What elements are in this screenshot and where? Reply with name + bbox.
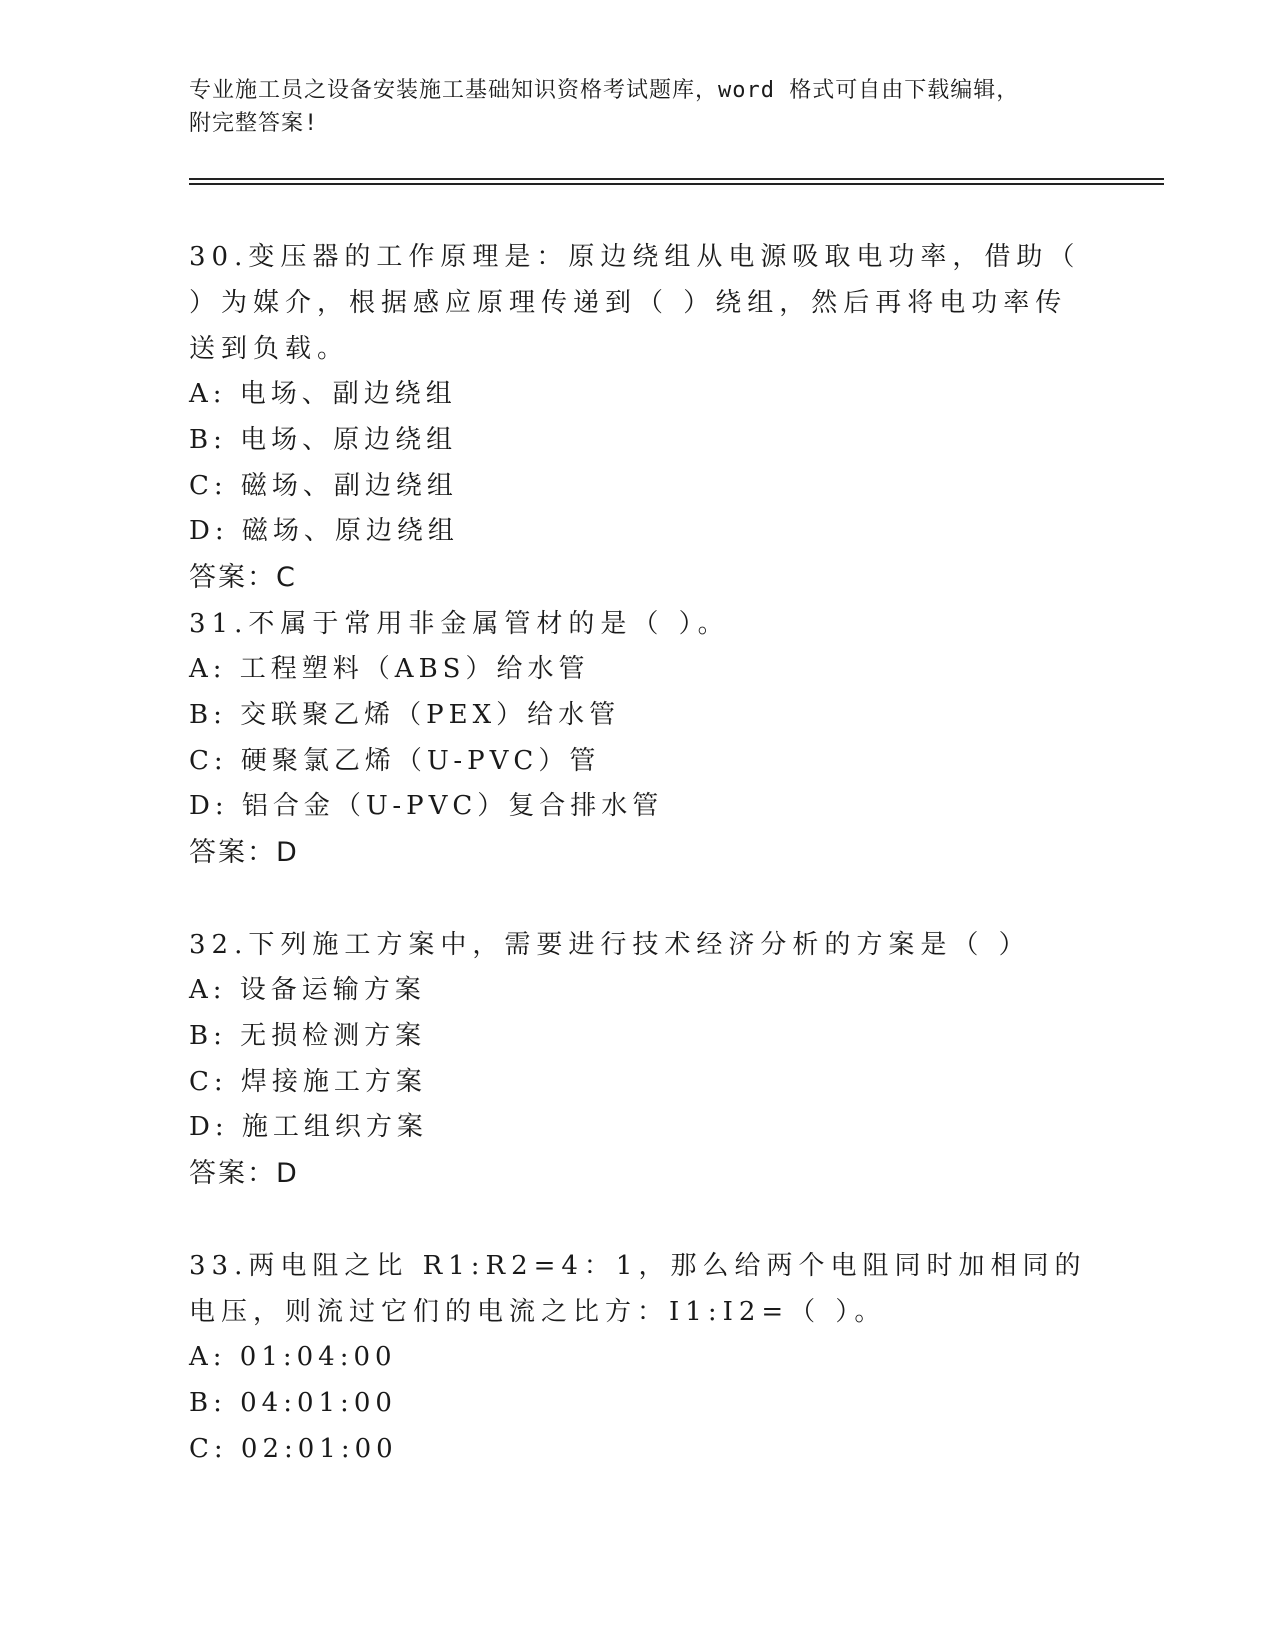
question-32 (189, 922, 1089, 1197)
option-d: D: 磁场、原边绕组 (189, 516, 459, 547)
answer-label: 答案：D (189, 837, 299, 869)
header-line-2: 附完整答案! (189, 111, 319, 136)
header-divider-top (189, 178, 1164, 180)
question-33 (189, 1243, 1089, 1472)
question-text: 32.下列施工方案中，需要进行技术经济分析的方案是（ ） (189, 930, 1031, 960)
option-a: A: 电场、副边绕组 (189, 379, 457, 409)
option-a: A: 工程塑料（ABS）给水管 (189, 654, 590, 684)
option-d: D: 铝合金（U-PVC）复合排水管 (189, 791, 664, 822)
option-c: C: 磁场、副边绕组 (189, 470, 458, 501)
document-header (189, 74, 1069, 140)
question-text: 30.变压器的工作原理是：原边绕组从电源吸取电功率，借助（ ）为媒介，根据感应原理传递到（ ）绕组，然后再将电功率传送到负载。 (189, 242, 1095, 364)
option-b: B: 无损检测方案 (189, 1020, 427, 1051)
option-c: C: 02:01:00 (189, 1433, 398, 1464)
header-line-1: 专业施工员之设备安装施工基础知识资格考试题库，word 格式可自由下载编辑， (189, 78, 1020, 103)
answer-label: 答案：D (189, 1158, 299, 1190)
question-text: 31.不属于常用非金属管材的是（ ）。 (189, 609, 730, 639)
question-text: 33.两电阻之比 R1:R2=4：1，那么给两个电阻同时加相同的电压，则流过它们的电流之比方：I1:I2=（ ）。 (189, 1251, 1087, 1327)
option-b: B: 04:01:00 (189, 1387, 397, 1418)
option-d: D: 施工组织方案 (189, 1112, 428, 1143)
option-b: B: 电场、原边绕组 (189, 424, 458, 455)
option-b: B: 交联聚乙烯（PEX）给水管 (189, 699, 621, 730)
option-c: C: 焊接施工方案 (189, 1066, 427, 1097)
question-30 (189, 234, 1095, 601)
header-divider-bottom (189, 183, 1164, 185)
option-c: C: 硬聚氯乙烯（U-PVC）管 (189, 745, 601, 776)
question-31 (189, 601, 1089, 876)
answer-label: 答案：C (189, 562, 297, 594)
option-a: A: 设备运输方案 (189, 975, 426, 1005)
option-a: A: 01:04:00 (189, 1342, 397, 1372)
